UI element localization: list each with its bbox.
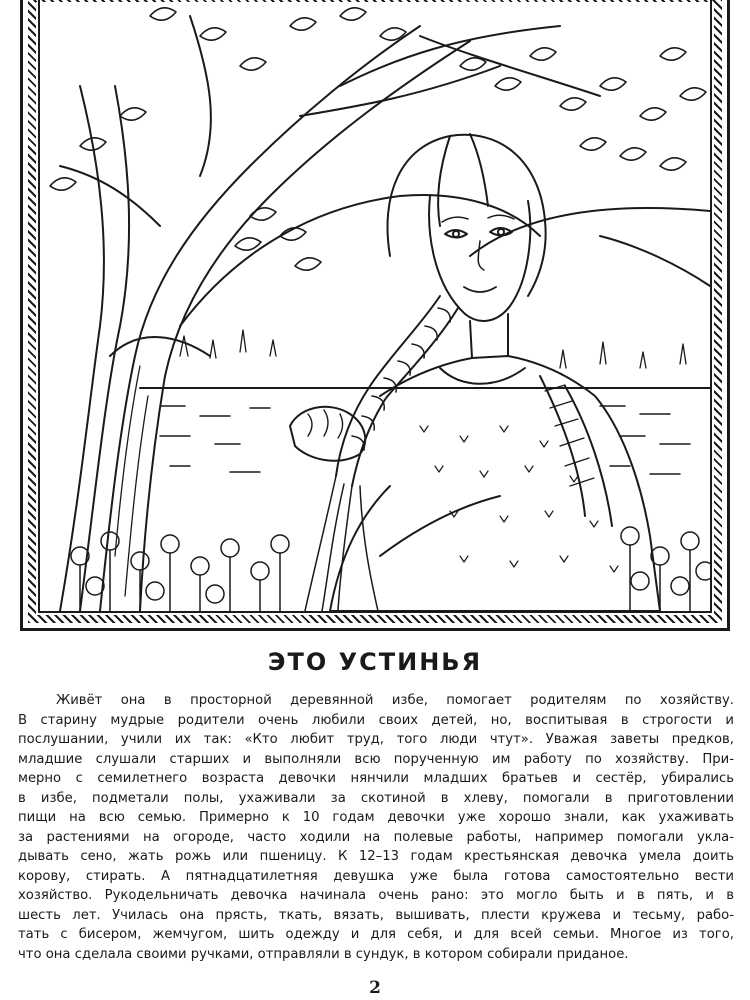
paragraph-line: в избе, подметали полы, ухаживали за скотиной в хлеву, помогали в приготовлении (18, 790, 734, 806)
tree-trunk (100, 26, 420, 611)
girl-eyes (442, 215, 514, 237)
illustration-frame (38, 0, 712, 613)
dress-cuff (380, 496, 500, 556)
paragraph-line: шесть лет. Училась она прясть, ткать, вязать, вышивать, плести кружева и тесьму, рабо- (18, 907, 734, 923)
coloring-illustration (40, 0, 710, 611)
tree-leaves (50, 8, 706, 270)
girl-hair (388, 135, 546, 296)
hill-right (470, 208, 710, 256)
dress-sleeve (540, 376, 612, 526)
paragraph-line: пищи на всю семью. Примерно к 10 годам девочки уже хорошо знали, как ухаживать (18, 810, 734, 825)
paragraph-line: что она сделала своими ручками, отправляли в сундук, в котором собирали приданое. (18, 946, 629, 962)
paragraph-line: хозяйство. Рукодельничать девочка начинала очень рано: это могло быть и в пять, и в (18, 888, 734, 903)
paragraph-line: Живёт она в просторной деревянной избе, помогает родителям по хозяйству. (56, 693, 734, 708)
water-ripples (160, 406, 690, 474)
paragraph-line: дывать сено, жать рожь или пшеницу. К 12–13 годам крестьянская девочка умела доить (18, 849, 734, 864)
dress-neckline (440, 368, 525, 384)
girl-dress (330, 356, 660, 611)
girl-face (429, 196, 530, 321)
page-number: 2 (369, 978, 381, 998)
girl-mouth (464, 287, 496, 292)
story-paragraph (18, 691, 734, 964)
paragraph-line: мерно с семилетнего возраста девочки нянчили младших братьев и сестёр, убирались (18, 771, 734, 786)
paragraph-line: послушании, учили их так: «Кто любит труд, того люди чтут». Уважая заветы предков, (18, 732, 734, 747)
braid (305, 296, 458, 611)
hill-left (180, 195, 540, 326)
paragraph-line: тать с бисером, жемчугом, шить одежду и для себя, и для всей семьи. Многое из того, (18, 927, 734, 942)
grass (180, 330, 686, 368)
page-title: ЭТО УСТИНЬЯ (267, 648, 483, 676)
paragraph-line: В старину мудрые родители очень любили своих детей, но, воспитывая в строгости и (18, 712, 734, 728)
dress-pattern (420, 426, 618, 572)
paragraph-line: младшие слушали старших и выполняли всю порученную им работу по хозяйству. При- (18, 751, 734, 767)
flowers-right (621, 527, 710, 611)
paragraph-line: за растениями на огороде, часто ходили на полевые работы, например помогали укла- (18, 829, 734, 845)
paragraph-line: корову, стирать. А пятнадцатилетняя девушка уже была готова самостоятельно вести (18, 868, 734, 884)
hill-back (600, 236, 710, 286)
